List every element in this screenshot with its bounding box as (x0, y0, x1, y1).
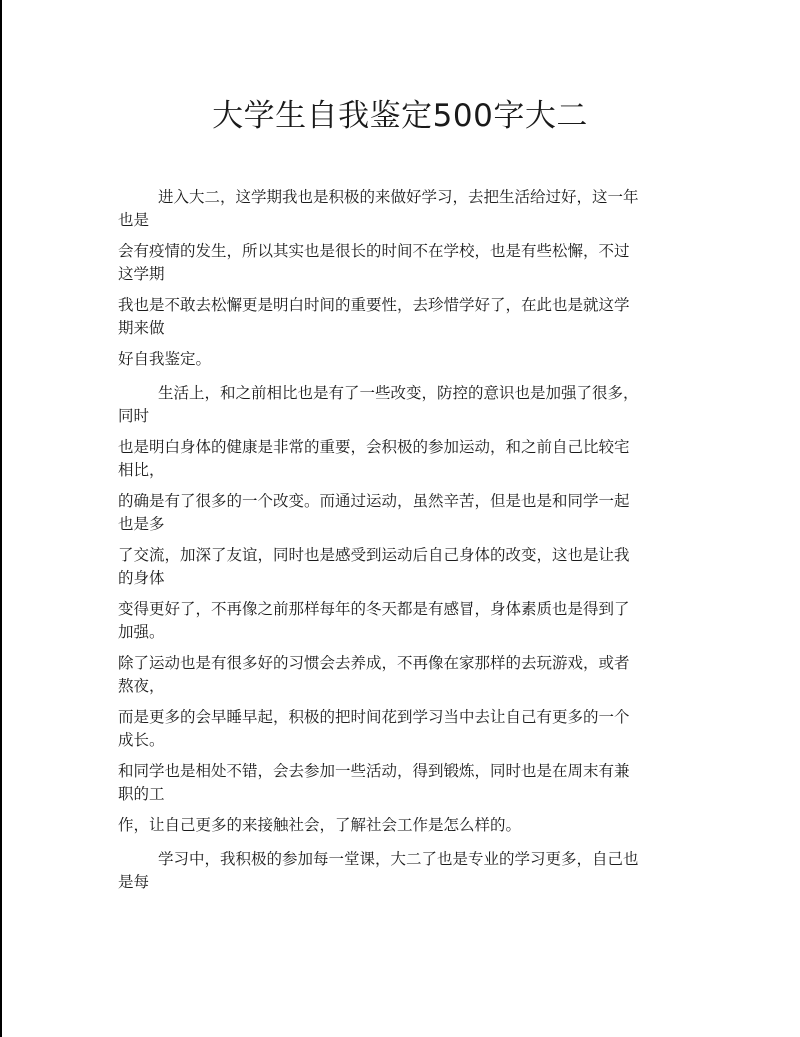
paragraph-line: 我也是不敢去松懈更是明白时间的重要性，去珍惜学好了，在此也是就这学 期来做 (118, 296, 630, 337)
paragraph-line: 会有疫情的发生，所以其实也是很长的时间不在学校，也是有些松懈，不过 这学期 (118, 242, 630, 283)
paragraph-line: 了交流，加深了友谊，同时也是感受到运动后自己身体的改变，这也是让我 的身体 (118, 546, 630, 587)
paragraph-line: 作，让自己更多的来接触社会，了解社会工作是怎么样的。 (118, 816, 522, 834)
document-title: 大学生自我鉴定500字大二 (212, 98, 588, 134)
paragraph-line: 的确是有了很多的一个改变。而通过运动，虽然辛苦，但是也是和同学一起 也是多 (118, 492, 630, 533)
page-left-border (0, 0, 2, 1037)
paragraph-line: 学习中，我积极的参加每一堂课，大二了也是专业的学习更多，自己也 是每 (118, 850, 639, 891)
paragraph-line: 好自我鉴定。 (118, 350, 212, 368)
paragraph-line: 除了运动也是有很多好的习惯会去养成，不再像在家那样的去玩游戏，或者 熬夜， (118, 654, 630, 695)
paragraph-line: 进入大二，这学期我也是积极的来做好学习，去把生活给过好，这一年 也是 (118, 188, 639, 229)
paragraph-line: 也是明白身体的健康是非常的重要，会积极的参加运动，和之前自己比较宅 相比， (118, 438, 630, 479)
paragraph-line: 生活上，和之前相比也是有了一些改变，防控的意识也是加强了很多， 同时 (118, 384, 639, 425)
paragraph-line: 变得更好了，不再像之前那样每年的冬天都是有感冒，身体素质也是得到了 加强。 (118, 600, 630, 641)
paragraph-line: 和同学也是相处不错，会去参加一些活动，得到锻炼，同时也是在周末有兼 职的工 (118, 762, 630, 803)
paragraph-line: 而是更多的会早睡早起，积极的把时间花到学习当中去让自己有更多的一个 成长。 (118, 708, 630, 749)
